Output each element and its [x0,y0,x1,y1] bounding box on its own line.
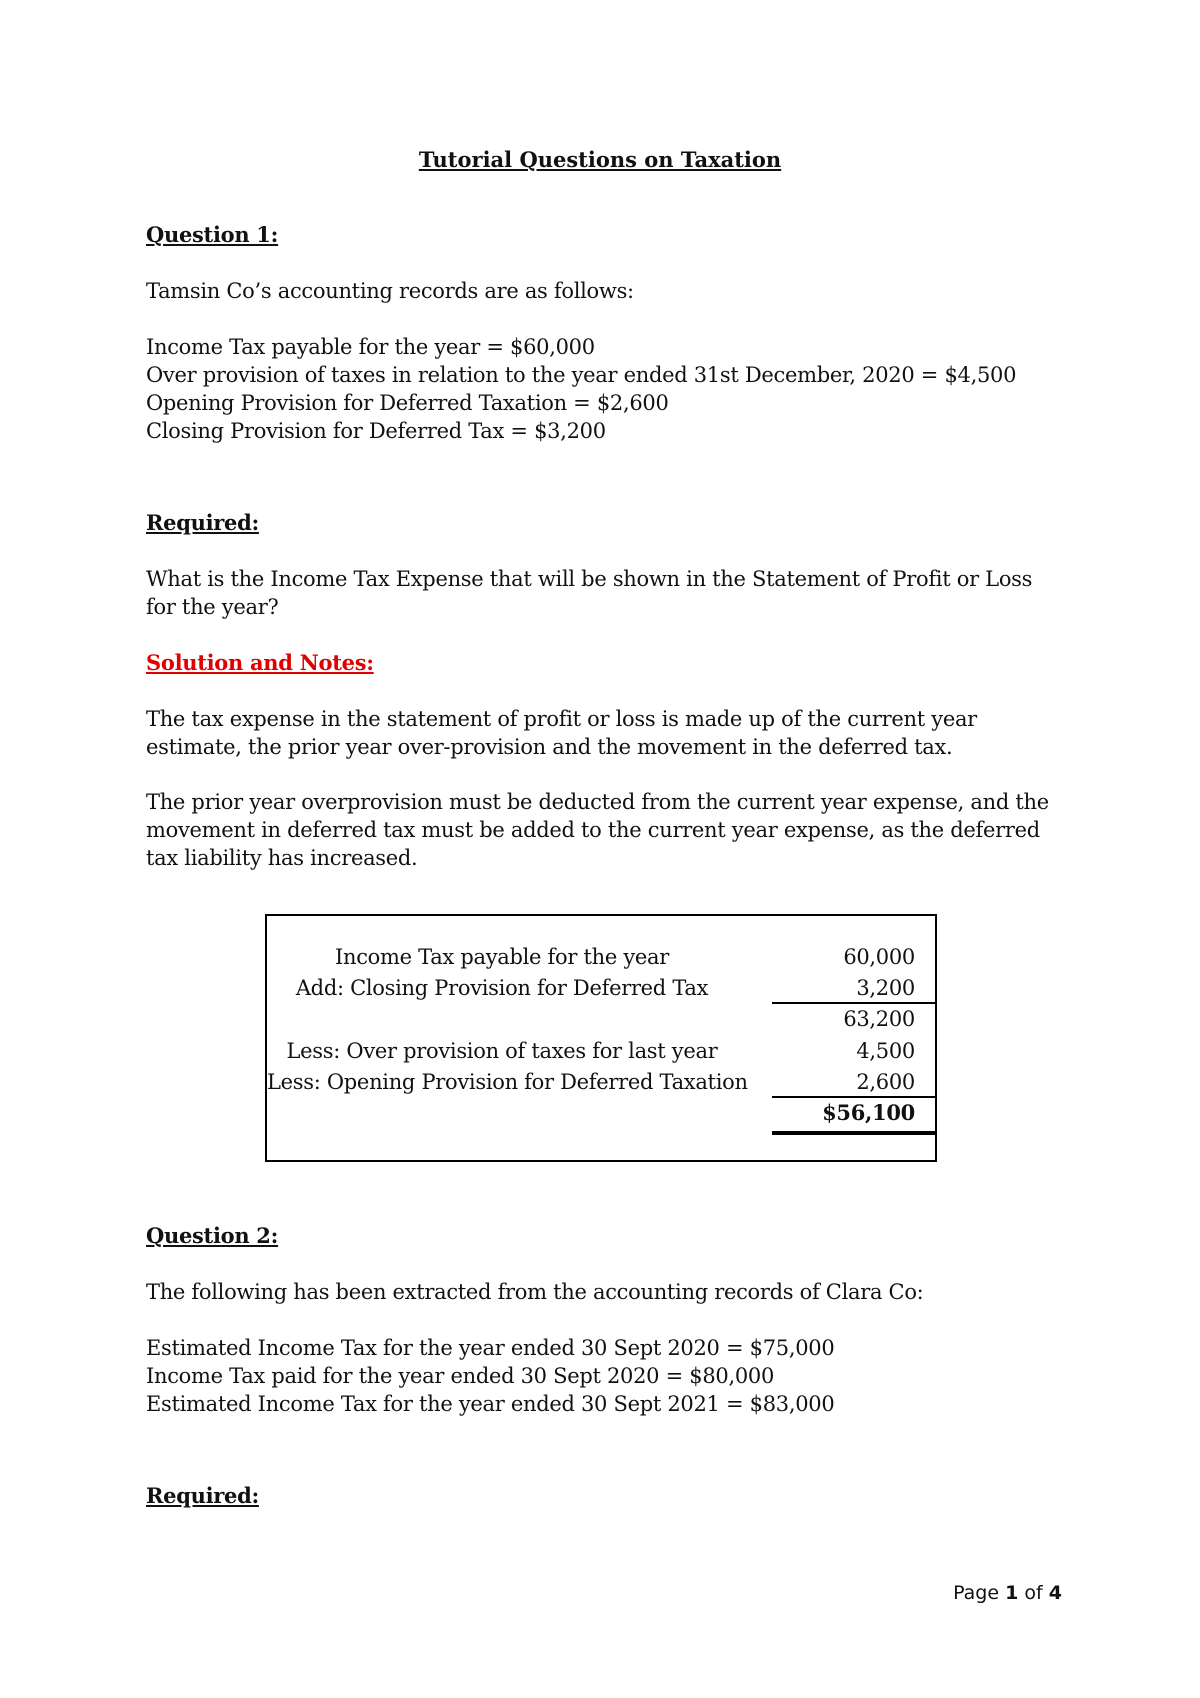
subtotal-rule [772,1096,937,1098]
row-label: Less: Opening Provision for Deferred Taxation [267,1070,748,1094]
total-double-rule [772,1131,937,1135]
document-title: Tutorial Questions on Taxation [418,147,782,172]
table-row [267,1005,935,1033]
table-row [267,1037,935,1065]
row-label: Less: Over provision of taxes for last year [286,1039,718,1063]
question-2-records [146,1334,834,1418]
solution-heading: Solution and Notes: [146,650,374,675]
page-number: 1 [1005,1582,1019,1604]
row-amount: 63,200 [843,1007,915,1031]
record-line: Estimated Income Tax for the year ended 30 Sept 2020 = $75,000 [146,1336,835,1360]
record-line: Estimated Income Tax for the year ended 30 Sept 2021 = $83,000 [146,1392,835,1416]
row-amount-total: $56,100 [822,1100,915,1125]
question-2-heading: Question 2: [146,1223,279,1248]
subtotal-rule [772,1002,937,1004]
solution-paragraph-2: The prior year overprovision must be deducted from the current year expense, and the movement in deferred tax must be added to the current year expense, as the deferred tax liability has increased. [146,790,1049,870]
table-row [267,974,935,1002]
solution-paragraph-1: The tax expense in the statement of profit or loss is made up of the current year estimate, the prior year over-provision and the movement in the deferred tax. [146,707,977,759]
row-amount: 4,500 [856,1039,915,1063]
table-row [267,943,935,971]
question-1-records [146,333,1016,445]
question-2-required-heading: Required: [146,1483,259,1508]
record-line: Opening Provision for Deferred Taxation = $2,600 [146,391,669,415]
row-label: Add: Closing Provision for Deferred Tax [295,976,709,1000]
record-line: Over provision of taxes in relation to the year ended 31st December, 2020 = $4,500 [146,363,1017,387]
record-line: Income Tax payable for the year = $60,000 [146,335,595,359]
record-line: Income Tax paid for the year ended 30 Sept 2020 = $80,000 [146,1364,775,1388]
table-row-total [267,1099,935,1127]
total-pages: 4 [1048,1582,1062,1604]
question-1-required-heading: Required: [146,510,259,535]
row-amount: 2,600 [856,1070,915,1094]
page-number-footer [953,1580,1062,1606]
row-amount: 3,200 [856,976,915,1000]
of-word: of [1024,1582,1043,1604]
tax-computation-table [265,914,937,1162]
question-1-heading: Question 1: [146,222,279,247]
page-word: Page [953,1582,1000,1604]
row-amount: 60,000 [843,945,915,969]
question-1-intro: Tamsin Co’s accounting records are as follows: [146,279,634,303]
row-label: Income Tax payable for the year [334,945,669,969]
question-2-intro: The following has been extracted from the accounting records of Clara Co: [146,1280,924,1304]
table-row [267,1068,935,1096]
question-1-required-text: What is the Income Tax Expense that will be shown in the Statement of Profit or Loss for the year? [146,567,1033,619]
record-line: Closing Provision for Deferred Tax = $3,200 [146,419,606,443]
